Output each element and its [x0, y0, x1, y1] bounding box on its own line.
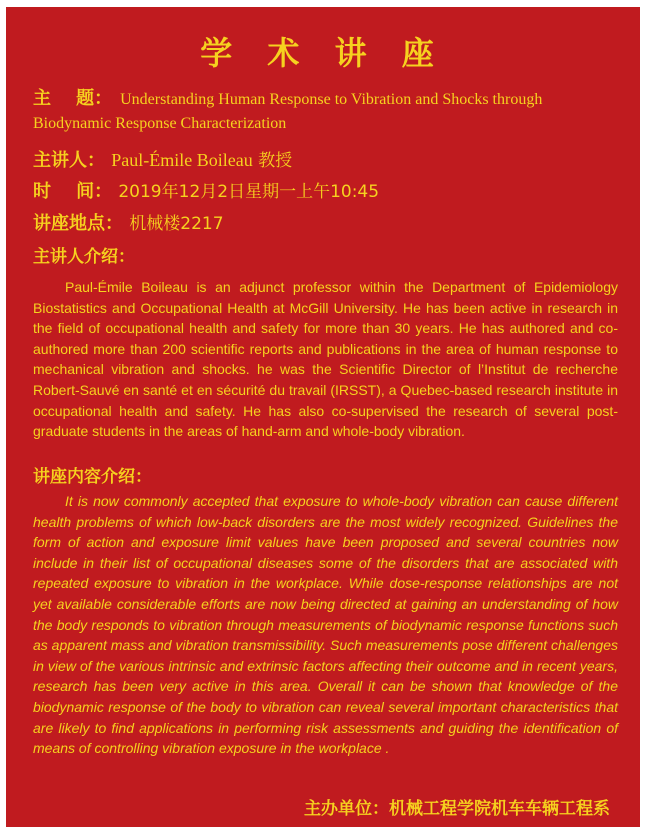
venue-line: [33, 211, 224, 237]
topic-value: Understanding Human Response to Vibration and Shocks through Biodynamic Response Characterization: [33, 91, 543, 132]
speaker-label: 主讲人：: [33, 150, 105, 171]
abstract-body: It is now commonly accepted that exposure to whole-body vibration can cause different health problems of which low-back disorders are the most widely recognized. Guidelines the form of action and exposure limit values have been proposed and several countries now include in their list of occupational diseases some of the disorders that are associated with repeated exposure to vibration in the workplace. While dose-response relationships are not yet available considerable efforts are now being directed at gaining an understanding of how the body responds to vibration through measurements of biodynamic response functions such as apparent mass and vibration transmissibility. Such measurements pose different challenges in view of the various intrinsic and extrinsic factors affecting their outcome and in recent years, research has been very active in this area. Overall it can be shown that knowledge of the biodynamic response of the body to vibration can reveal several important characteristics that are likely to find applications in performing risk assessments and guiding the identification of means of controlling vibration exposure in the workplace .: [33, 493, 618, 757]
topic-line: [33, 87, 623, 136]
speaker-line: [33, 147, 292, 174]
speaker-name: Paul-Émile Boileau: [111, 150, 253, 170]
host-organization: 主办单位：机械工程学院机车车辆工程系: [304, 799, 610, 819]
abstract-heading: 讲座内容介绍：: [33, 467, 152, 487]
bio-heading: 主讲人介绍：: [33, 247, 135, 267]
abstract-text: [33, 491, 618, 759]
speaker-value: [111, 150, 292, 170]
datetime-value: 2019年12月2日星期一上午10:45: [118, 182, 380, 202]
speaker-honorific: 教授: [252, 151, 293, 171]
topic-label: 主 题：: [33, 88, 113, 109]
bio-text: [33, 277, 618, 442]
datetime-label: 时 间：: [33, 181, 113, 202]
poster-title: 学 术 讲 座: [200, 34, 446, 72]
venue-label: 讲座地点：: [33, 213, 123, 234]
lecture-poster: [6, 7, 640, 827]
bio-body: Paul-Émile Boileau is an adjunct professor within the Department of Epidemiology Biostatistics and Occupational Health at McGill University. He has been active in research in the field of occupational health and safety for more than 30 years. He has authored and co-authored more than 200 scientific reports and publications in the area of human response to mechanical vibration and shocks. he was the Scientific Director of l’Institut de recherche Robert-Sauvé en santé et en sécurité du travail (IRSST), a Quebec-based research institute in occupational health and safety. He has also co-supervised the research of several post-graduate students in the areas of hand-arm and whole-body vibration.: [33, 279, 618, 440]
venue-value: 机械楼2217: [129, 214, 224, 234]
datetime-line: [33, 179, 379, 205]
